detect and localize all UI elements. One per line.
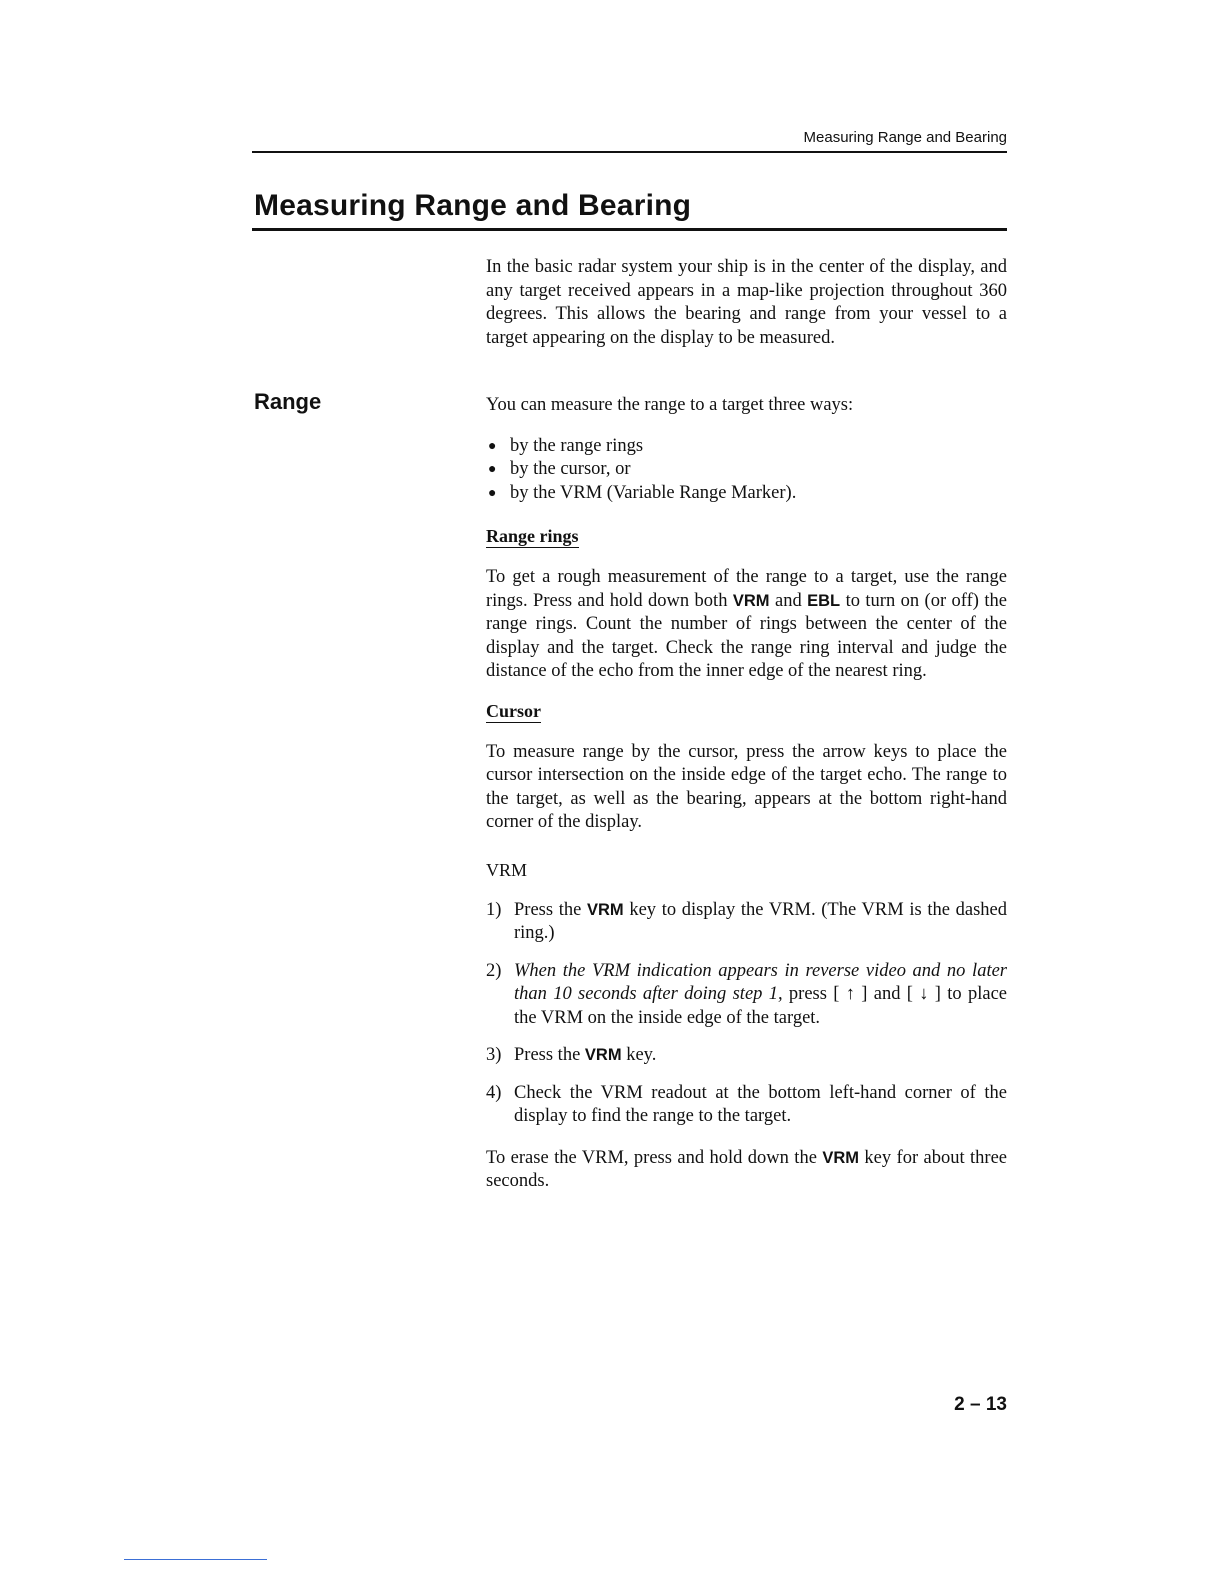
section-heading-range: Range — [254, 389, 322, 414]
bullet-icon: ● — [488, 438, 497, 454]
vrm-key-label: VRM — [822, 1148, 859, 1167]
list-item: 2) When the VRM indication appears in reverse video and no later than 10 seconds after doing step 1, press [ ↑ ] and [ ↓ ] to place the VRM on the inside edge of the target. — [486, 960, 1007, 1028]
list-item: 1) Press the VRM key to display the VRM. (The VRM is the dashed ring.) — [486, 899, 1007, 943]
subhead-range-rings: Range rings — [486, 526, 579, 546]
footer-rule — [124, 1559, 267, 1560]
vrm-steps — [486, 899, 1007, 1129]
list-item: ● by the VRM (Variable Range Marker). — [486, 482, 1007, 506]
range-rings-paragraph: To get a rough measurement of the range to a target, use the range rings. Press and hold down both VRM and EBL to turn on (or off) the range rings. Count the number of rings between the center of the display and the target. Check the range ring interval and judge the distance of the echo from the inner edge of the nearest ring. — [486, 567, 1007, 681]
list-item: ● by the cursor, or — [486, 458, 1007, 482]
cursor-paragraph: To measure range by the cursor, press the arrow keys to place the cursor intersection on the inside edge of the target echo. The range to the target, as well as the bearing, appears at the bottom right-hand corner of the display. — [486, 741, 1007, 832]
range-methods-list — [486, 435, 1007, 506]
bullet-icon: ● — [488, 462, 497, 477]
list-item: 3) Press the VRM key. — [486, 1045, 657, 1065]
ebl-key-label: EBL — [807, 591, 841, 610]
vrm-key-label: VRM — [587, 900, 624, 919]
body-column — [486, 256, 1007, 1194]
page-number: 2 – 13 — [954, 1394, 1007, 1415]
bullet-icon: ● — [488, 485, 497, 501]
list-item: ● by the range rings — [486, 435, 1007, 459]
vrm-key-label: VRM — [584, 1046, 622, 1064]
intro-paragraph: In the basic radar system your ship is in the center of the display, and any target received appears in a map-like projection throughout 360 degrees. This allows the bearing and range from your vessel to a target appearing on the display to be measured. — [486, 257, 1007, 348]
running-header: Measuring Range and Bearing — [803, 129, 1007, 146]
page-title: Measuring Range and Bearing — [254, 189, 692, 222]
title-rule — [252, 228, 1007, 231]
range-lead: You can measure the range to a target three ways: — [486, 395, 854, 415]
vrm-key-label: VRM — [732, 591, 770, 610]
subhead-vrm: VRM — [486, 859, 528, 880]
header-rule — [252, 151, 1007, 153]
subhead-cursor: Cursor — [486, 700, 541, 721]
list-item: 4) Check the VRM readout at the bottom left-hand corner of the display to find the range to the target. — [486, 1082, 1007, 1126]
erase-vrm-paragraph: To erase the VRM, press and hold down the VRM key for about three seconds. — [486, 1147, 1007, 1191]
